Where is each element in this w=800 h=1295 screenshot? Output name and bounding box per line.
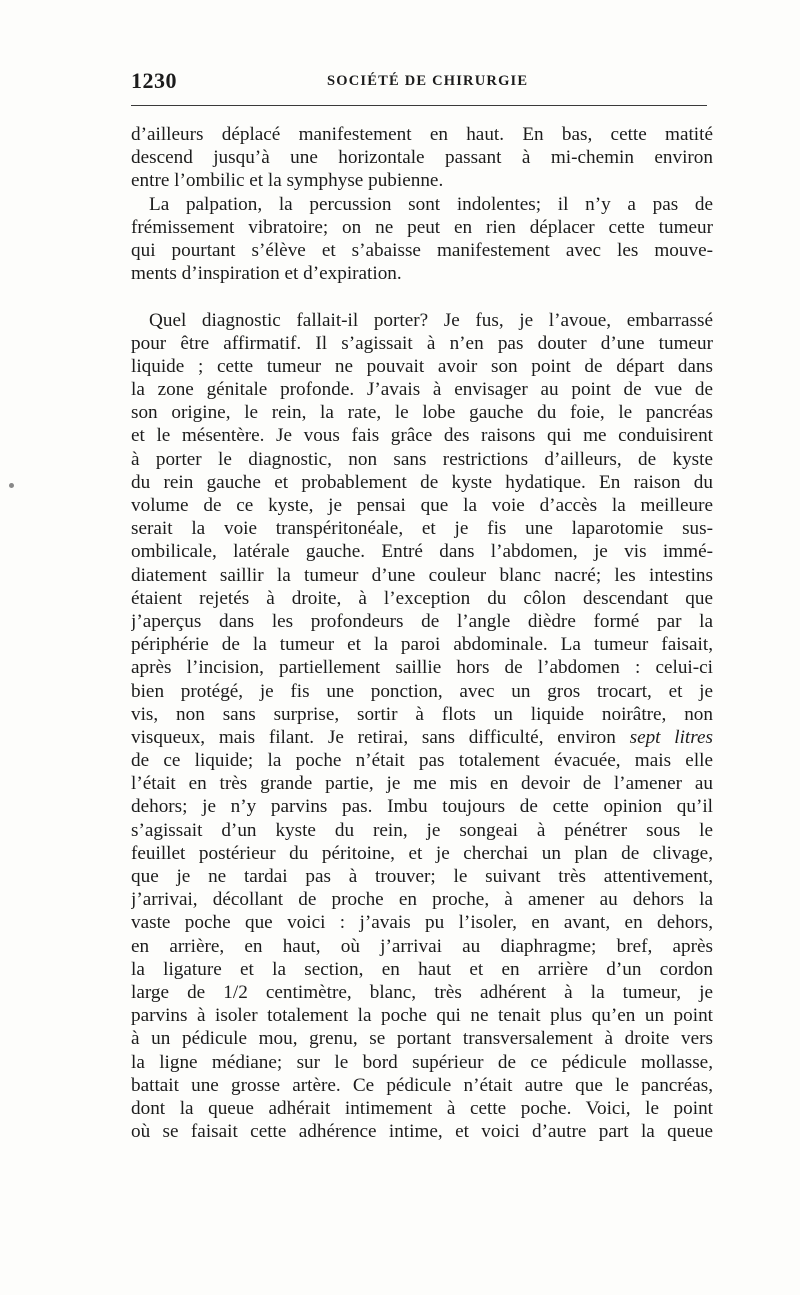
text-line: qui pourtant s’élève et s’abaisse manifestement avec les mouve- bbox=[131, 239, 713, 261]
text-line: volume de ce kyste, je pensai que la voie d’accès la meilleure bbox=[131, 495, 713, 516]
text-line: et le mésentère. Je vous fais grâce des raisons qui me conduisirent bbox=[131, 425, 713, 447]
text-line: la ligature et la section, en haut et en arrière d’un cordon bbox=[131, 958, 713, 980]
text-line: j’arrivai, décollant de proche en proche, à amener au dehors la bbox=[131, 889, 713, 911]
text-line: à porter le diagnostic, non sans restrictions d’ailleurs, de kyste bbox=[131, 448, 713, 470]
text-line: Quel diagnostic fallait-il porter? Je fus, je l’avoue, embarrassé bbox=[149, 309, 713, 331]
text-line: vis, non sans surprise, sortir à flots un liquide noirâtre, non bbox=[131, 703, 713, 725]
text-line: s’agissait d’un kyste du rein, je songeai à pénétrer sous le bbox=[131, 819, 713, 841]
text-line: parvins à isoler totalement la poche qui ne tenait plus qu’en un point bbox=[131, 1005, 713, 1027]
text-line: large de 1/2 centimètre, blanc, très adhérent à la tumeur, je bbox=[131, 981, 713, 1003]
text-line: son origine, le rein, la rate, le lobe gauche du foie, le pancréas bbox=[131, 402, 713, 424]
text-line: j’aperçus dans les profondeurs de l’angle dièdre formé par la bbox=[131, 610, 713, 632]
text-line: La palpation, la percussion sont indolentes; il n’y a pas de bbox=[149, 193, 713, 215]
journal-title: SOCIÉTÉ DE CHIRURGIE bbox=[327, 73, 529, 89]
text-line: la zone génitale profonde. J’avais à envisager au point de vue de bbox=[131, 379, 713, 401]
text-line: battait une grosse artère. Ce pédicule n’était autre que le pancréas, bbox=[131, 1074, 713, 1096]
text-line: l’était en très grande partie, je me mis en devoir de l’amener au bbox=[131, 773, 713, 795]
text-line: après l’incision, partiellement saillie hors de l’abdomen : celui-ci bbox=[131, 657, 713, 679]
body-text bbox=[131, 123, 713, 1143]
text-line: serait la voie transpéritonéale, et je fis une laparotomie sus- bbox=[131, 518, 713, 540]
text-line: feuillet postérieur du péritoine, et je cherchai un plan de clivage, bbox=[131, 842, 713, 864]
text-line: pour être affirmatif. Il s’agissait à n’en pas douter d’une tumeur bbox=[131, 332, 713, 354]
text-line: d’ailleurs déplacé manifestement en haut. En bas, cette matité bbox=[131, 124, 713, 145]
text-line: de ce liquide; la poche n’était pas totalement évacuée, mais elle bbox=[131, 750, 713, 772]
text-line: périphérie de la tumeur et la paroi abdominale. La tumeur faisait, bbox=[131, 634, 713, 656]
text-line: vaste poche que voici : j’avais pu l’isoler, en avant, en dehors, bbox=[131, 912, 713, 934]
text-line: en arrière, en haut, où j’arrivai au diaphragme; bref, après bbox=[131, 935, 713, 957]
text-line: dehors; je n’y parvins pas. Imbu toujours de cette opinion qu’il bbox=[131, 796, 713, 818]
text-line: bien protégé, je fis une ponction, avec un gros trocart, et je bbox=[131, 680, 713, 702]
text-line: frémissement vibratoire; on ne peut en rien déplacer cette tumeur bbox=[131, 216, 713, 238]
text-line: que je ne tardai pas à trouver; le suivant très attentivement, bbox=[131, 866, 713, 887]
header-rule bbox=[131, 105, 707, 106]
margin-speck bbox=[9, 483, 14, 488]
text-line-start: visqueux, mais filant. Je retirai, sans difficulté, environ bbox=[131, 726, 630, 748]
emphasis-text: sept litres bbox=[629, 726, 713, 748]
running-head bbox=[131, 68, 707, 98]
text-line: diatement saillir la tumeur d’une couleur blanc nacré; les intestins bbox=[131, 564, 713, 586]
page-number: 1230 bbox=[131, 68, 177, 93]
text-line: la ligne médiane; sur le bord supérieur de ce pédicule mollasse, bbox=[131, 1051, 713, 1073]
text-line: à un pédicule mou, grenu, se portant transversalement à droite vers bbox=[131, 1028, 713, 1050]
text-line: entre l’ombilic et la symphyse pubienne. bbox=[131, 170, 444, 192]
text-line: descend jusqu’à une horizontale passant à mi-chemin environ bbox=[131, 147, 713, 169]
text-line: liquide ; cette tumeur ne pouvait avoir son point de départ dans bbox=[131, 355, 713, 377]
paragraph-gap bbox=[131, 285, 713, 308]
text-line: ments d’inspiration et d’expiration. bbox=[131, 263, 402, 285]
text-line-with-emphasis bbox=[131, 726, 713, 749]
text-line: où se faisait cette adhérence intime, et voici d’autre part la queue bbox=[131, 1121, 713, 1143]
text-line: dont la queue adhérait intimement à cette poche. Voici, le point bbox=[131, 1097, 713, 1119]
text-line: du rein gauche et probablement de kyste hydatique. En raison du bbox=[131, 471, 713, 493]
text-line: étaient rejetés à droite, à l’exception du côlon descendant que bbox=[131, 587, 713, 609]
text-line: ombilicale, latérale gauche. Entré dans l’abdomen, je vis immé- bbox=[131, 541, 713, 563]
